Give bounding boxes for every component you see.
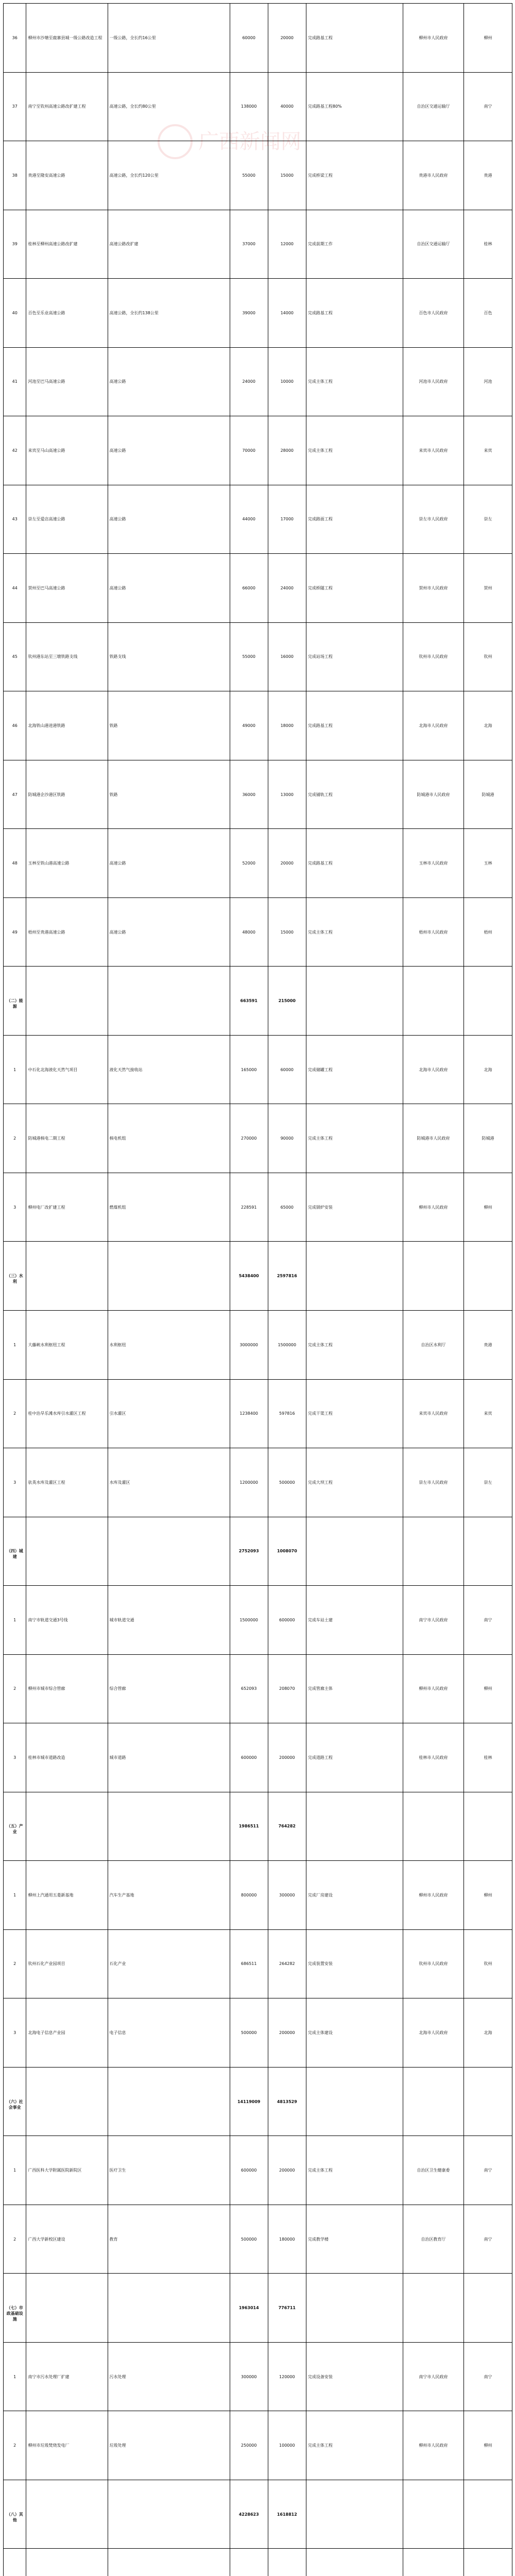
table-cell-no: 3 bbox=[13, 2030, 16, 2035]
table-cell-content: 引水灌区 bbox=[109, 1411, 126, 1416]
table-cell-content: 铁路支线 bbox=[109, 654, 126, 659]
table-cell-no: 3 bbox=[13, 1755, 16, 1760]
table-cell-plan: 完成厂房建设 bbox=[307, 1892, 333, 1897]
table-cell-plan: 完成前期工作 bbox=[307, 242, 333, 247]
table-cell-plan: 完成设备安装 bbox=[307, 2374, 333, 2379]
table-cell-done: 24000 bbox=[280, 585, 294, 590]
table-cell-total: 36000 bbox=[242, 792, 255, 797]
table-cell-owner: 钦州市人民政府 bbox=[419, 1961, 448, 1967]
table-cell-done: 13000 bbox=[280, 792, 294, 797]
table-cell-done: 60000 bbox=[280, 1067, 294, 1072]
table-cell-name: 桂林至柳州高速公路改扩建 bbox=[28, 242, 78, 247]
table-cell-total bbox=[230, 2549, 268, 2576]
table-cell-area: 南宁 bbox=[484, 2168, 492, 2173]
table-cell-done: 300000 bbox=[279, 1892, 295, 1897]
table-cell-area: 柳州 bbox=[484, 1205, 492, 1210]
table-cell-owner: 柳州市人民政府 bbox=[419, 1686, 448, 1691]
table-cell-area: 河池 bbox=[484, 379, 492, 384]
table-cell-done: 200000 bbox=[279, 2168, 295, 2173]
table-cell-content: 高速公路，全长约80公里 bbox=[109, 104, 156, 109]
table-cell-area: 钦州 bbox=[484, 1961, 492, 1967]
section-header-total: 2752093 bbox=[238, 1549, 259, 1554]
table-cell-area: 柳州 bbox=[484, 2443, 492, 2448]
table-cell-done: 600000 bbox=[279, 1617, 295, 1622]
table-cell-owner: 桂林市人民政府 bbox=[419, 1755, 448, 1760]
table-cell-owner: 钦州市人民政府 bbox=[419, 654, 448, 659]
table-cell-no: 43 bbox=[12, 517, 18, 522]
table-cell-owner: 自治区交通运输厅 bbox=[417, 242, 450, 247]
section-header-total: 4228623 bbox=[238, 2512, 259, 2517]
table-cell-owner: 来宾市人民政府 bbox=[419, 1411, 448, 1416]
table-cell-owner: 梧州市人民政府 bbox=[419, 929, 448, 935]
table-cell-content: 教育 bbox=[109, 2236, 118, 2242]
table-cell-plan: 完成主体工程 bbox=[307, 2168, 333, 2173]
table-cell-plan: 完成主体工程 bbox=[307, 1136, 333, 1141]
table-cell-done: 16000 bbox=[280, 654, 294, 659]
table-cell-name: 南宁市轨道交通3号线 bbox=[28, 1617, 68, 1622]
table-cell-name: 柳州上汽通用五菱新基地 bbox=[28, 1892, 74, 1897]
table-cell-plan: 完成路基工程 bbox=[307, 723, 333, 728]
section-header-no: （三）水利 bbox=[6, 1274, 23, 1284]
table-cell-content: 液化天然气接收站 bbox=[109, 1067, 143, 1072]
table-cell-owner: 崇左市人民政府 bbox=[419, 517, 448, 522]
table-cell-done: 597816 bbox=[279, 1411, 295, 1416]
table-cell-name: 贵港至隆安高速公路 bbox=[28, 173, 65, 178]
table-cell-area: 贵港 bbox=[484, 173, 492, 178]
table-cell-plan: 完成管廊主体 bbox=[307, 1686, 333, 1691]
table-cell-content: 高速公路改扩建 bbox=[109, 242, 139, 247]
table-cell-total: 70000 bbox=[242, 448, 255, 453]
table-cell-owner: 贺州市人民政府 bbox=[419, 585, 448, 590]
table-cell-total: 250000 bbox=[241, 2443, 257, 2448]
table-cell-content: 高速公路 bbox=[109, 861, 126, 866]
table-cell-area: 百色 bbox=[484, 310, 492, 315]
table-cell-name: 大藤峡水利枢纽工程 bbox=[28, 1342, 65, 1347]
table-cell-total: 228591 bbox=[241, 1205, 257, 1210]
table-cell-total: 60000 bbox=[242, 35, 255, 40]
table-cell-total: 1200000 bbox=[239, 1480, 259, 1485]
table-cell-total: 3000000 bbox=[239, 1342, 259, 1347]
table-cell-area: 钦州 bbox=[484, 654, 492, 659]
table-cell-plan: 完成站场工程 bbox=[307, 654, 333, 659]
table-cell-name: 梧州至贵港高速公路 bbox=[28, 929, 65, 935]
table-cell-owner: 河池市人民政府 bbox=[419, 379, 448, 384]
table-cell-plan: 完成主体工程 bbox=[307, 929, 333, 935]
table-cell-no: 1 bbox=[13, 1342, 16, 1347]
table-cell-no: 2 bbox=[13, 1136, 16, 1141]
table-cell-content: 燃煤机组 bbox=[109, 1205, 126, 1210]
table-cell-content: 水库及灌区 bbox=[109, 1480, 130, 1485]
table-cell-name: 防城港企沙港区铁路 bbox=[28, 792, 65, 797]
table-cell-total: 49000 bbox=[242, 723, 255, 728]
table-cell-name: 南宁市污水处理厂扩建 bbox=[28, 2374, 70, 2379]
table-cell-done: 14000 bbox=[280, 310, 294, 315]
table-cell-area: 来宾 bbox=[484, 448, 492, 453]
section-header-done: 776711 bbox=[278, 2306, 296, 2311]
table-cell-area: 崇左 bbox=[484, 1480, 492, 1485]
section-header-total: 5438400 bbox=[238, 1274, 259, 1279]
table-cell-name: 百色至乐业高速公路 bbox=[28, 310, 65, 315]
table-cell-content: 铁路 bbox=[109, 792, 118, 797]
table-cell-done: 15000 bbox=[280, 173, 294, 178]
table-cell-done: 200000 bbox=[279, 2030, 295, 2035]
table-cell-plan: 完成路基工程 bbox=[307, 861, 333, 866]
section-header-done: 2597816 bbox=[277, 1274, 297, 1279]
table-cell-owner: 自治区卫生健康委 bbox=[417, 2168, 450, 2173]
table-cell-name: 柳州市垃圾焚烧发电厂 bbox=[28, 2443, 70, 2448]
table-cell-done: 40000 bbox=[280, 104, 294, 109]
table-cell-name: 中石化北海液化天然气项目 bbox=[28, 1067, 78, 1072]
table-cell-no: 2 bbox=[13, 1961, 16, 1967]
table-cell-name: 柳州市沙塘至鹿寨县城一级公路改造工程 bbox=[28, 35, 102, 40]
table-cell-owner: 来宾市人民政府 bbox=[419, 448, 448, 453]
table-cell-done: 65000 bbox=[280, 1205, 294, 1210]
section-header-no: （四）城建 bbox=[6, 1549, 23, 1560]
table-cell-content: 汽车生产基地 bbox=[109, 1892, 134, 1897]
table-cell-content: 城市轨道交通 bbox=[109, 1617, 134, 1622]
table-cell-owner: 北海市人民政府 bbox=[419, 723, 448, 728]
table-cell-content: 高速公路 bbox=[109, 448, 126, 453]
table-cell-plan: 完成车站土建 bbox=[307, 1617, 333, 1622]
table-cell-name: 贺州至巴马高速公路 bbox=[28, 585, 65, 590]
table-cell-plan: 完成主体工程 bbox=[307, 448, 333, 453]
section-header-no: （八）其他 bbox=[6, 2512, 23, 2522]
table-cell-no: 45 bbox=[12, 654, 18, 659]
table-cell-area bbox=[464, 2549, 512, 2576]
table-cell-plan: 完成铺轨工程 bbox=[307, 792, 333, 797]
table-cell-total: 600000 bbox=[241, 1755, 257, 1760]
table-cell-total: 55000 bbox=[242, 654, 255, 659]
table-cell-name: 玉林至铁山港高速公路 bbox=[28, 861, 70, 866]
table-cell-name: 钦州石化产业园项目 bbox=[28, 1961, 65, 1967]
table-cell-name: 柳州市城市综合管廊 bbox=[28, 1686, 65, 1691]
table-cell-content: 垃圾处理 bbox=[109, 2443, 126, 2448]
table-cell-name: 广西医科大学附属医院新院区 bbox=[28, 2168, 82, 2173]
table-cell-total: 500000 bbox=[241, 2030, 257, 2035]
table-cell-owner: 贵港市人民政府 bbox=[419, 173, 448, 178]
section-header-total: 663591 bbox=[240, 998, 258, 1004]
table-cell-area: 南宁 bbox=[484, 1617, 492, 1622]
table-cell-area: 桂林 bbox=[484, 1755, 492, 1760]
table-cell-no: 2 bbox=[13, 1686, 16, 1691]
table-cell-content: 污水处理 bbox=[109, 2374, 126, 2379]
table-cell-content: 医疗卫生 bbox=[109, 2168, 126, 2173]
table-cell-done: 180000 bbox=[279, 2236, 295, 2242]
table-cell-owner: 玉林市人民政府 bbox=[419, 861, 448, 866]
table-cell-no: 1 bbox=[13, 1617, 16, 1622]
table-cell-content: 高速公路，全长约138公里 bbox=[109, 310, 159, 315]
table-cell-area: 贵港 bbox=[484, 1342, 492, 1347]
table-cell-plan: 完成桥梁工程 bbox=[307, 173, 333, 178]
table-cell-done: 15000 bbox=[280, 929, 294, 935]
table-cell-name: 来宾至马山高速公路 bbox=[28, 448, 65, 453]
table-cell-total: 37000 bbox=[242, 242, 255, 247]
table-cell-owner bbox=[403, 2549, 464, 2576]
table-cell-content: 电子信息 bbox=[109, 2030, 126, 2035]
table-cell-no: 1 bbox=[13, 1892, 16, 1897]
table-cell-content bbox=[108, 2549, 230, 2576]
table-cell-no: 42 bbox=[12, 448, 18, 453]
table-cell-plan: 完成主体工程 bbox=[307, 1342, 333, 1347]
table-cell-plan: 完成干渠工程 bbox=[307, 1411, 333, 1416]
table-cell-plan: 完成道路工程 bbox=[307, 1755, 333, 1760]
section-header-done: 215000 bbox=[278, 998, 296, 1004]
table-cell-done: 200000 bbox=[279, 1755, 295, 1760]
table-cell-area: 桂林 bbox=[484, 242, 492, 247]
table-cell-content: 高速公路，全长约120公里 bbox=[109, 173, 159, 178]
table-cell-no: 38 bbox=[12, 173, 18, 178]
table-cell-no: 1 bbox=[13, 1067, 16, 1072]
table-cell-owner: 南宁市人民政府 bbox=[419, 2374, 448, 2379]
table-cell-area: 柳州 bbox=[484, 1892, 492, 1897]
table-cell-no: 39 bbox=[12, 242, 18, 247]
table-cell-plan: 完成路面工程 bbox=[307, 517, 333, 522]
watermark-text: 广西新闻网 bbox=[198, 130, 301, 154]
table-cell-no: 47 bbox=[12, 792, 18, 797]
table-cell-plan: 完成锅炉安装 bbox=[307, 1205, 333, 1210]
table-cell-name bbox=[26, 2549, 107, 2576]
table-cell-plan: 完成主体工程 bbox=[307, 379, 333, 384]
table-cell-no: 40 bbox=[12, 310, 18, 315]
section-header-no: （二）能源 bbox=[6, 998, 23, 1009]
table-cell-no: 37 bbox=[12, 104, 18, 109]
table-cell-area: 柳州 bbox=[484, 35, 492, 40]
table-cell-content: 石化产业 bbox=[109, 1961, 126, 1967]
table-cell-done: 500000 bbox=[279, 1480, 295, 1485]
table-cell-done: 20000 bbox=[280, 35, 294, 40]
table-cell-done: 120000 bbox=[279, 2374, 295, 2379]
table-cell-name: 钦州港东站至三墩铁路支线 bbox=[28, 654, 78, 659]
table-cell-plan bbox=[306, 2549, 403, 2576]
table-cell-done bbox=[268, 2549, 306, 2576]
table-cell-name: 驮英水库及灌区工程 bbox=[28, 1480, 65, 1485]
table-cell-content: 高速公路 bbox=[109, 379, 126, 384]
table-cell-owner: 柳州市人民政府 bbox=[419, 35, 448, 40]
table-cell-owner: 自治区水利厅 bbox=[421, 1342, 446, 1347]
table-cell-total: 48000 bbox=[242, 929, 255, 935]
table-cell-total: 24000 bbox=[242, 379, 255, 384]
table-cell-owner: 北海市人民政府 bbox=[419, 2030, 448, 2035]
table-cell-total: 652093 bbox=[241, 1686, 257, 1691]
table-cell-no bbox=[4, 2549, 26, 2576]
section-header-total: 1986511 bbox=[238, 1824, 259, 1829]
section-header-done: 1618812 bbox=[277, 2512, 297, 2517]
table-cell-area: 防城港 bbox=[482, 792, 494, 797]
table-cell-total: 500000 bbox=[241, 2236, 257, 2242]
table-cell-owner: 柳州市人民政府 bbox=[419, 1892, 448, 1897]
table-cell-plan: 完成装置安装 bbox=[307, 1961, 333, 1967]
table-cell-area: 南宁 bbox=[484, 2236, 492, 2242]
table-cell-total: 39000 bbox=[242, 310, 255, 315]
table-cell-total: 270000 bbox=[241, 1136, 257, 1141]
table-cell-content: 综合管廊 bbox=[109, 1686, 126, 1691]
table-cell-total: 1238400 bbox=[239, 1411, 259, 1416]
table-cell-content: 水利枢纽 bbox=[109, 1342, 126, 1347]
section-header-done: 4813529 bbox=[277, 2099, 297, 2104]
table-cell-content: 城市道路 bbox=[109, 1755, 126, 1760]
table-cell-owner: 柳州市人民政府 bbox=[419, 1205, 448, 1210]
table-cell-plan: 完成主体建设 bbox=[307, 2030, 333, 2035]
table-cell-plan: 完成主体工程 bbox=[307, 2443, 333, 2448]
table-cell-name: 桂林市城市道路改造 bbox=[28, 1755, 65, 1760]
table-cell-name: 北海电子信息产业园 bbox=[28, 2030, 65, 2035]
table-cell-no: 2 bbox=[13, 2236, 16, 2242]
table-cell-done: 18000 bbox=[280, 723, 294, 728]
section-header-done: 764282 bbox=[278, 1824, 296, 1829]
table-cell-content: 高速公路 bbox=[109, 585, 126, 590]
table-cell-content: 高速公路 bbox=[109, 929, 126, 935]
table-cell-done: 1500000 bbox=[278, 1342, 297, 1347]
table-cell-area: 柳州 bbox=[484, 1686, 492, 1691]
table-cell-name: 河池至巴马高速公路 bbox=[28, 379, 65, 384]
table-cell-owner: 百色市人民政府 bbox=[419, 310, 448, 315]
table-cell-done: 208070 bbox=[279, 1686, 295, 1691]
table-cell-done: 100000 bbox=[279, 2443, 295, 2448]
table-cell-content: 一级公路，全长约16公里 bbox=[109, 35, 156, 40]
table-cell-owner: 北海市人民政府 bbox=[419, 1067, 448, 1072]
table-cell-name: 北海铁山港进港铁路 bbox=[28, 723, 65, 728]
table-cell-done: 10000 bbox=[280, 379, 294, 384]
table-cell-total: 600000 bbox=[241, 2168, 257, 2173]
table-cell-plan: 完成路基工程 bbox=[307, 35, 333, 40]
table-cell-plan: 完成储罐工程 bbox=[307, 1067, 333, 1072]
table-cell-total: 44000 bbox=[242, 517, 255, 522]
table-cell-content: 核电机组 bbox=[109, 1136, 126, 1141]
table-cell-no: 2 bbox=[13, 1411, 16, 1416]
table-cell-name: 广西大学新校区建设 bbox=[28, 2236, 65, 2242]
table-cell-owner: 防城港市人民政府 bbox=[417, 792, 450, 797]
table-cell-plan: 完成教学楼 bbox=[307, 2236, 329, 2242]
table-cell-total: 300000 bbox=[241, 2374, 257, 2379]
section-header-total: 1963014 bbox=[238, 2306, 259, 2311]
table-cell-area: 北海 bbox=[484, 723, 492, 728]
table-cell-no: 44 bbox=[12, 585, 18, 590]
table-cell-content: 铁路 bbox=[109, 723, 118, 728]
table-cell-no: 1 bbox=[13, 2168, 16, 2173]
table-cell-plan: 完成桥隧工程 bbox=[307, 585, 333, 590]
table-cell-owner: 南宁市人民政府 bbox=[419, 1617, 448, 1622]
table-cell-total: 66000 bbox=[242, 585, 255, 590]
table-cell-no: 46 bbox=[12, 723, 18, 728]
table-cell-no: 2 bbox=[13, 2443, 16, 2448]
table-cell-no: 3 bbox=[13, 1205, 16, 1210]
section-header-no: （六）社会事业 bbox=[6, 2099, 23, 2110]
table-cell-area: 防城港 bbox=[482, 1136, 494, 1141]
table-cell-done: 28000 bbox=[280, 448, 294, 453]
table-cell-done: 12000 bbox=[280, 242, 294, 247]
table-cell-area: 玉林 bbox=[484, 861, 492, 866]
table-cell-total: 686511 bbox=[241, 1961, 257, 1967]
table-cell-owner: 柳州市人民政府 bbox=[419, 2443, 448, 2448]
table-cell-done: 17000 bbox=[280, 517, 294, 522]
table-cell-no: 49 bbox=[12, 929, 18, 935]
table-cell-done: 264282 bbox=[279, 1961, 295, 1967]
table-cell-owner: 自治区教育厅 bbox=[421, 2236, 446, 2242]
section-header-no: （五）产业 bbox=[6, 1824, 23, 1835]
table-cell-no: 41 bbox=[12, 379, 18, 384]
table-cell-total: 138000 bbox=[241, 104, 257, 109]
table-cell-area: 北海 bbox=[484, 2030, 492, 2035]
table-cell-name: 柳州电厂改扩建工程 bbox=[28, 1205, 65, 1210]
table-cell-area: 南宁 bbox=[484, 2374, 492, 2379]
table-cell-total: 800000 bbox=[241, 1892, 257, 1897]
section-header-no: （七）市政基础设施 bbox=[6, 2306, 23, 2322]
table-cell-owner: 崇左市人民政府 bbox=[419, 1480, 448, 1485]
table-cell-name: 桂中治旱乐滩水库引水灌区工程 bbox=[28, 1411, 86, 1416]
table-cell-name: 崇左至爱店高速公路 bbox=[28, 517, 65, 522]
table-cell-area: 北海 bbox=[484, 1067, 492, 1072]
table-cell-area: 贺州 bbox=[484, 585, 492, 590]
table-cell-content: 高速公路 bbox=[109, 517, 126, 522]
table-cell-plan: 完成路基工程80% bbox=[307, 104, 342, 109]
table-cell-name: 防城港核电二期工程 bbox=[28, 1136, 65, 1141]
table-cell-no: 48 bbox=[12, 861, 18, 866]
table-cell-no: 1 bbox=[13, 2374, 16, 2379]
table-cell-total: 1500000 bbox=[239, 1617, 259, 1622]
table-cell-no: 3 bbox=[13, 1480, 16, 1485]
table-cell-area: 南宁 bbox=[484, 104, 492, 109]
table-cell-no: 36 bbox=[12, 35, 18, 40]
table-cell-owner: 自治区交通运输厅 bbox=[417, 104, 450, 109]
table-cell-plan: 完成路基工程 bbox=[307, 310, 333, 315]
table-cell-total: 55000 bbox=[242, 173, 255, 178]
table-cell-plan: 完成大坝工程 bbox=[307, 1480, 333, 1485]
table-cell-total: 52000 bbox=[242, 861, 255, 866]
section-header-done: 1008070 bbox=[277, 1549, 297, 1554]
table-cell-name: 南宁至钦州高速公路改扩建工程 bbox=[28, 104, 86, 109]
table-cell-owner: 防城港市人民政府 bbox=[417, 1136, 450, 1141]
table-cell-area: 崇左 bbox=[484, 517, 492, 522]
section-header-total: 14119009 bbox=[237, 2099, 261, 2104]
table-cell-done: 20000 bbox=[280, 861, 294, 866]
table-cell-total: 165000 bbox=[241, 1067, 257, 1072]
table-cell-area: 梧州 bbox=[484, 929, 492, 935]
table-cell-done: 90000 bbox=[280, 1136, 294, 1141]
table-cell-area: 来宾 bbox=[484, 1411, 492, 1416]
